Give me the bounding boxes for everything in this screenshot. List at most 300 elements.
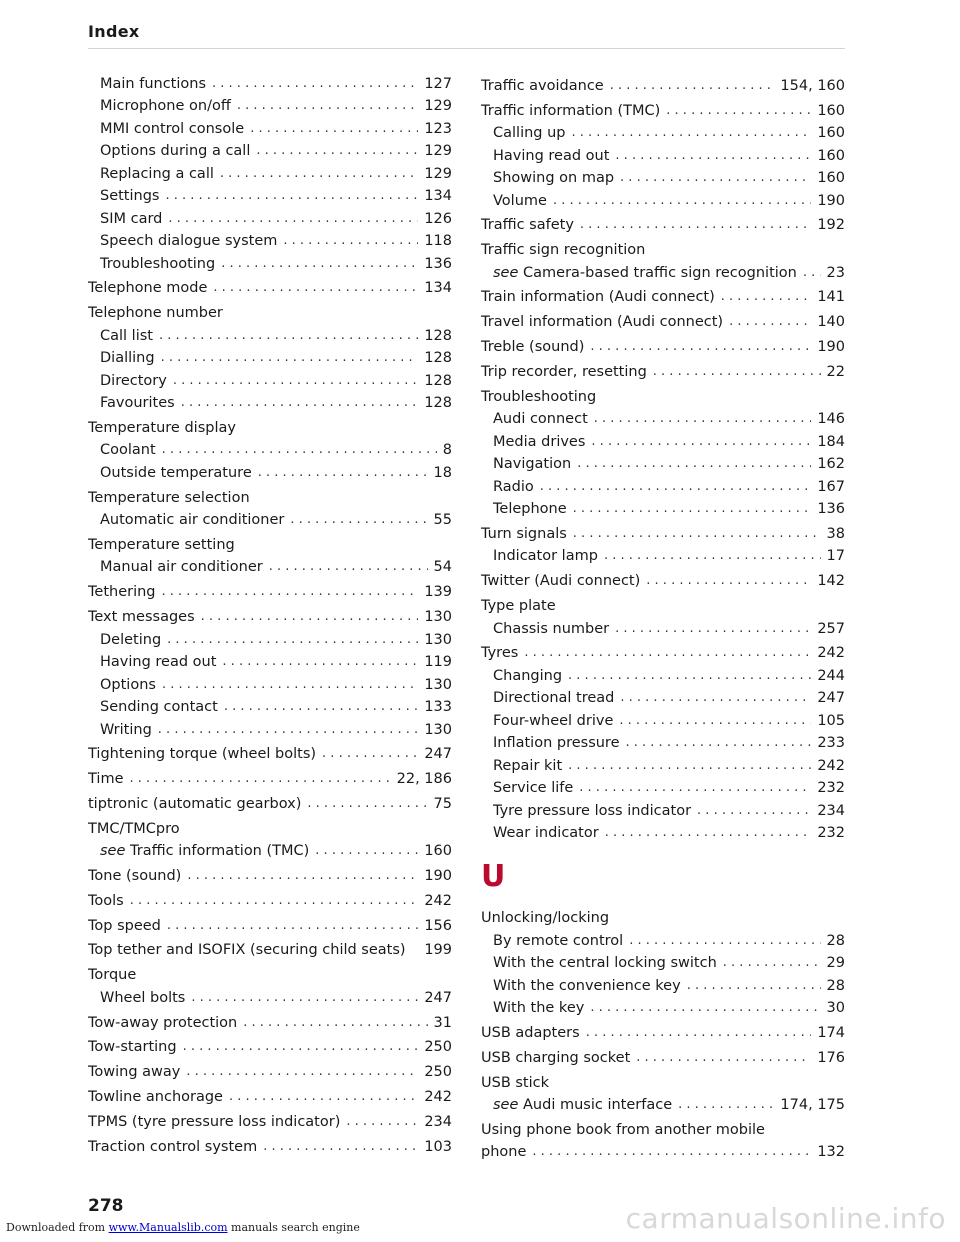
dot-leader [573, 528, 821, 540]
entry-term: Telephone mode [88, 280, 208, 297]
dot-leader [524, 647, 811, 659]
entry-page-ref: 250 [424, 1064, 452, 1081]
entry-page-ref: 31 [433, 1014, 452, 1031]
see-target: Audi music interface [518, 1097, 673, 1114]
entry-term: Replacing a call [100, 165, 214, 182]
entry-page-ref: 184 [817, 433, 845, 450]
header-divider [88, 48, 845, 49]
dot-leader [591, 436, 811, 448]
index-subentry [481, 752, 845, 775]
entry-term: Troubleshooting [100, 255, 216, 272]
entry-page-ref: 128 [424, 395, 452, 412]
entry-term: Travel information (Audi connect) [481, 314, 724, 331]
index-entry [481, 568, 845, 591]
entry-page-ref: 257 [817, 620, 845, 637]
index-subentry [88, 93, 452, 116]
footer-prefix: Downloaded from [6, 1221, 109, 1234]
entry-page-ref: 136 [424, 255, 452, 272]
index-subentry [88, 626, 452, 649]
index-subentry [481, 165, 845, 188]
index-entry [88, 887, 452, 910]
index-entry [481, 640, 845, 663]
entry-term: Deleting [100, 631, 162, 648]
index-entry [88, 579, 452, 602]
entry-page-ref: 199 [424, 942, 452, 959]
dot-leader [183, 1041, 419, 1053]
entry-term: Main functions [100, 75, 207, 92]
dot-leader [653, 366, 821, 378]
entry-page-ref: 54 [433, 559, 452, 576]
index-entry [481, 383, 845, 406]
entry-page-ref: 136 [817, 501, 845, 518]
dot-leader [646, 575, 811, 587]
see-target: Camera-based traffic sign recognition [518, 264, 797, 281]
entry-page-ref: 127 [424, 75, 452, 92]
index-subentry [88, 649, 452, 672]
index-subentry [88, 694, 452, 717]
index-subentry [481, 972, 845, 995]
entry-page-ref: 134 [424, 280, 452, 297]
index-entry [481, 334, 845, 357]
index-subentry [88, 322, 452, 345]
index-entry [481, 212, 845, 235]
dot-leader [729, 316, 811, 328]
entry-term: TMC/TMCpro [88, 820, 180, 837]
index-see-reference [481, 259, 845, 282]
entry-page-ref: 130 [424, 631, 452, 648]
entry-term: Dialling [100, 350, 155, 367]
entry-page-ref: 22 [826, 363, 845, 380]
index-subentry [481, 820, 845, 843]
entry-page-ref: 247 [817, 690, 845, 707]
entry-term: Tools [88, 892, 124, 909]
dot-leader [162, 679, 418, 691]
entry-page-ref: 190 [424, 868, 452, 885]
index-entry [88, 1059, 452, 1082]
entry-term: Inflation pressure [493, 735, 620, 752]
index-subentry [88, 671, 452, 694]
entry-page-ref: 141 [817, 289, 845, 306]
index-entry [88, 484, 452, 507]
dot-leader [224, 701, 419, 713]
index-subentry [88, 160, 452, 183]
entry-term: SIM card [100, 210, 163, 227]
index-subentry [88, 390, 452, 413]
entry-term: Wheel bolts [100, 989, 186, 1006]
dot-leader [130, 895, 419, 907]
entry-page-ref: 160 [817, 102, 845, 119]
entry-term [100, 842, 309, 860]
entry-page-ref: 129 [424, 143, 452, 159]
entry-page-ref: 132 [817, 1144, 845, 1161]
entry-term: Media drives [493, 433, 586, 450]
dot-leader [222, 656, 418, 668]
entry-page-ref: 17 [826, 548, 845, 565]
entry-term: Trip recorder, resetting [481, 363, 647, 380]
entry-term: Tone (sound) [88, 868, 182, 885]
dot-leader [256, 145, 418, 157]
dot-leader [258, 467, 428, 479]
entry-term: TPMS (tyre pressure loss indicator) [88, 1113, 341, 1130]
entry-page-ref: 190 [817, 339, 845, 356]
entry-page-ref: 233 [817, 735, 845, 752]
entry-page-ref: 234 [817, 802, 845, 819]
entry-term: Options during a call [100, 143, 251, 159]
dot-leader [162, 444, 437, 456]
entry-term: Favourites [100, 395, 175, 412]
index-subentry [88, 716, 452, 739]
index-entry [481, 1019, 845, 1042]
index-entry [88, 1009, 452, 1032]
entry-page-ref: 118 [424, 233, 452, 249]
entry-term: Settings [100, 188, 160, 204]
dot-leader [586, 1027, 812, 1039]
index-subentry [88, 205, 452, 228]
index-subentry [481, 685, 845, 708]
entry-term: Traffic information (TMC) [481, 102, 661, 119]
entry-page-ref: 244 [817, 667, 845, 684]
entry-page-ref: 28 [826, 932, 845, 949]
dot-leader [221, 258, 418, 270]
entry-term: Speech dialogue system [100, 233, 278, 249]
entry-page-ref: 160 [817, 147, 845, 164]
entry-term: Indicator lamp [493, 548, 598, 565]
dot-leader [186, 1066, 418, 1078]
entry-term: Troubleshooting [481, 388, 597, 405]
entry-term: Sending contact [100, 699, 218, 716]
entry-page-ref: 75 [433, 795, 452, 812]
index-entry [481, 97, 845, 120]
dot-leader [610, 80, 775, 92]
entry-term: Audi connect [493, 411, 588, 428]
entry-term: Top speed [88, 917, 161, 934]
entry-page-ref: 119 [424, 654, 452, 671]
index-column-left [88, 70, 452, 1156]
index-entry [88, 1034, 452, 1057]
index-entry [88, 300, 452, 323]
entry-term [493, 1096, 672, 1114]
dot-leader [568, 760, 811, 772]
entry-term: Directional tread [493, 690, 615, 707]
dot-leader [161, 352, 419, 364]
entry-term: Time [88, 771, 124, 788]
dot-leader [187, 870, 418, 882]
entry-page-ref: 55 [433, 512, 452, 529]
entry-page-ref: 8 [442, 442, 452, 459]
dot-leader [168, 213, 418, 225]
entry-term: USB adapters [481, 1024, 580, 1041]
index-entry [481, 1044, 845, 1067]
entry-term: Temperature display [88, 419, 236, 436]
page-number: 278 [88, 1196, 124, 1216]
entry-term: Automatic air conditioner [100, 512, 285, 529]
entry-page-ref: 232 [817, 780, 845, 797]
dot-leader [721, 291, 812, 303]
dot-leader [604, 550, 821, 562]
footer-link[interactable]: www.Manualslib.com [108, 1221, 228, 1234]
entry-page-ref: 123 [424, 120, 452, 137]
entry-term: Having read out [493, 147, 610, 164]
entry-term: Type plate [481, 598, 556, 615]
index-subentry [481, 451, 845, 474]
entry-page-ref: 160 [424, 843, 452, 860]
dot-leader [213, 282, 418, 294]
index-entry [481, 905, 845, 928]
index-subentry [88, 115, 452, 138]
entry-term: phone [481, 1144, 527, 1161]
entry-term: tiptronic (automatic gearbox) [88, 795, 302, 812]
index-subentry [481, 473, 845, 496]
index-see-reference [481, 1092, 845, 1115]
index-entry [481, 72, 845, 95]
entry-term: Four-wheel drive [493, 712, 614, 729]
entry-term: Having read out [100, 654, 217, 671]
entry-term: Torque [88, 967, 137, 984]
entry-term: With the central locking switch [493, 955, 717, 972]
dot-leader [629, 935, 820, 947]
dot-leader [243, 1017, 427, 1029]
index-subentry [481, 927, 845, 950]
dot-leader [590, 1002, 820, 1014]
entry-page-ref: 160 [817, 125, 845, 142]
entry-term: Showing on map [493, 170, 615, 187]
entry-page-ref: 242 [817, 757, 845, 774]
index-subentry [481, 662, 845, 685]
index-subentry [88, 228, 452, 251]
index-subentry [481, 775, 845, 798]
entry-term: Tow-starting [88, 1039, 177, 1056]
entry-term: Coolant [100, 442, 156, 459]
index-entry [88, 604, 452, 627]
entry-page-ref: 18 [433, 464, 452, 481]
index-column-right [481, 70, 845, 1161]
index-entry [88, 1083, 452, 1106]
entry-term: Unlocking/locking [481, 910, 610, 927]
index-entry [88, 863, 452, 886]
entry-page-ref: 129 [424, 165, 452, 182]
dot-leader [290, 514, 427, 526]
dot-leader [181, 397, 419, 409]
index-subentry [88, 138, 452, 161]
entry-page-ref: 174 [817, 1024, 845, 1041]
entry-page-ref: 192 [817, 217, 845, 234]
index-subentry [88, 984, 452, 1007]
entry-page-ref: 30 [826, 1000, 845, 1017]
dot-leader [577, 458, 811, 470]
dot-leader [212, 78, 418, 90]
entry-term: Microphone on/off [100, 98, 231, 114]
dot-leader [620, 692, 811, 704]
dot-leader [201, 611, 419, 623]
entry-term: Navigation [493, 456, 572, 473]
dot-leader [580, 219, 811, 231]
footer-suffix: manuals search engine [227, 1221, 360, 1234]
entry-term: Changing [493, 667, 563, 684]
entry-page-ref: 29 [826, 955, 845, 972]
entry-page-ref: 134 [424, 188, 452, 204]
entry-page-ref: 176 [817, 1049, 845, 1066]
entry-term: Telephone number [88, 305, 223, 322]
index-entry [481, 1116, 845, 1139]
entry-page-ref: 247 [424, 746, 452, 763]
index-subentry [481, 142, 845, 165]
dot-leader [636, 1052, 811, 1064]
index-subentry [481, 187, 845, 210]
entry-term: Twitter (Audi connect) [481, 573, 641, 590]
dot-leader [229, 1091, 418, 1103]
dot-leader [540, 481, 812, 493]
entry-page-ref: 162 [817, 456, 845, 473]
entry-page-ref: 139 [424, 584, 452, 601]
dot-leader [620, 172, 811, 184]
see-keyword: see [493, 1097, 519, 1114]
dot-leader [167, 634, 418, 646]
entry-term: Treble (sound) [481, 339, 585, 356]
dot-leader [165, 190, 418, 202]
index-entry [88, 1108, 452, 1131]
entry-term: Tethering [88, 584, 156, 601]
dot-leader [615, 150, 811, 162]
entry-term: Temperature setting [88, 536, 235, 553]
index-subentry [88, 507, 452, 530]
index-entry [481, 1139, 845, 1162]
index-subentry [481, 120, 845, 143]
entry-term: Outside temperature [100, 464, 252, 481]
entry-page-ref: 140 [817, 314, 845, 331]
entry-term: Train information (Audi connect) [481, 289, 715, 306]
dot-leader [553, 195, 811, 207]
entry-page-ref: 167 [817, 478, 845, 495]
index-entry [88, 766, 452, 789]
index-subentry [481, 615, 845, 638]
entry-term: Wear indicator [493, 825, 599, 842]
dot-leader [803, 267, 821, 279]
entry-term: Towline anchorage [88, 1088, 223, 1105]
entry-term: Temperature selection [88, 489, 250, 506]
dot-leader [594, 413, 812, 425]
index-entry [88, 790, 452, 813]
index-entry [88, 815, 452, 838]
entry-page-ref: 22, 186 [396, 771, 452, 788]
download-footer [6, 1221, 360, 1234]
entry-term: Traffic safety [481, 217, 574, 234]
entry-page-ref: 242 [817, 645, 845, 662]
dot-leader [697, 805, 811, 817]
entry-page-ref: 156 [424, 917, 452, 934]
entry-term: Volume [493, 192, 547, 209]
entry-page-ref: 38 [826, 525, 845, 542]
dot-leader [162, 586, 419, 598]
dot-leader [532, 1146, 811, 1158]
entry-page-ref: 128 [424, 327, 452, 344]
entry-page-ref: 128 [424, 350, 452, 367]
index-subentry [481, 995, 845, 1018]
entry-term: Traction control system [88, 1138, 258, 1155]
dot-leader [263, 1141, 418, 1153]
dot-leader [322, 748, 418, 760]
entry-term: MMI control console [100, 120, 245, 137]
entry-page-ref: 174, 175 [780, 1097, 845, 1114]
index-subentry [88, 459, 452, 482]
entry-term: Towing away [88, 1064, 181, 1081]
entry-page-ref: 133 [424, 699, 452, 716]
entry-page-ref: 126 [424, 210, 452, 227]
dot-leader [159, 330, 418, 342]
entry-page-ref: 234 [424, 1113, 452, 1130]
dot-leader [568, 670, 811, 682]
entry-page-ref: 130 [424, 721, 452, 738]
entry-term: With the convenience key [493, 977, 681, 994]
dot-leader [167, 920, 418, 932]
dot-leader [191, 992, 418, 1004]
dot-leader [626, 737, 812, 749]
entry-term [493, 264, 797, 282]
dot-leader [158, 724, 419, 736]
dot-leader [283, 235, 418, 247]
entry-term: Tightening torque (wheel bolts) [88, 746, 317, 763]
entry-term: Call list [100, 327, 153, 344]
entry-term: Directory [100, 372, 167, 389]
entry-page-ref: 28 [826, 977, 845, 994]
index-subentry [88, 554, 452, 577]
dot-leader [723, 957, 821, 969]
entry-page-ref: 130 [424, 676, 452, 693]
index-entry [481, 1069, 845, 1092]
entry-term: Using phone book from another mobile [481, 1121, 765, 1138]
dot-leader [572, 127, 812, 139]
dot-leader [605, 827, 812, 839]
entry-page-ref: 142 [817, 573, 845, 590]
entry-page-ref: 247 [424, 989, 452, 1006]
entry-term: With the key [493, 1000, 585, 1017]
see-keyword: see [493, 264, 519, 281]
entry-term: Top tether and ISOFIX (securing child seats) [88, 942, 406, 959]
entry-term: Manual air conditioner [100, 559, 263, 576]
index-subentry [481, 496, 845, 519]
entry-term: Traffic sign recognition [481, 242, 646, 259]
dot-leader [346, 1116, 418, 1128]
entry-term: Chassis number [493, 620, 610, 637]
index-subentry [481, 543, 845, 566]
dot-leader [590, 341, 811, 353]
entry-page-ref: 250 [424, 1039, 452, 1056]
dot-leader [237, 100, 418, 112]
entry-term: Options [100, 676, 156, 693]
index-subentry [88, 367, 452, 390]
entry-term: Service life [493, 780, 574, 797]
entry-term: Radio [493, 478, 534, 495]
entry-term: USB charging socket [481, 1049, 631, 1066]
dot-leader [315, 845, 418, 857]
index-entry [88, 275, 452, 298]
index-entry [88, 937, 452, 960]
index-subentry [481, 406, 845, 429]
entry-term: Traffic avoidance [481, 77, 604, 94]
index-subentry [481, 428, 845, 451]
entry-term: Tyres [481, 645, 519, 662]
entry-page-ref: 128 [424, 372, 452, 389]
index-subentry [481, 730, 845, 753]
dot-leader [269, 561, 428, 573]
index-entry [481, 520, 845, 543]
entry-page-ref: 154, 160 [780, 77, 845, 94]
entry-term: Writing [100, 721, 152, 738]
dot-leader [307, 798, 427, 810]
index-entry [481, 237, 845, 260]
dot-leader [687, 980, 821, 992]
index-entry [481, 358, 845, 381]
index-subentry [481, 950, 845, 973]
